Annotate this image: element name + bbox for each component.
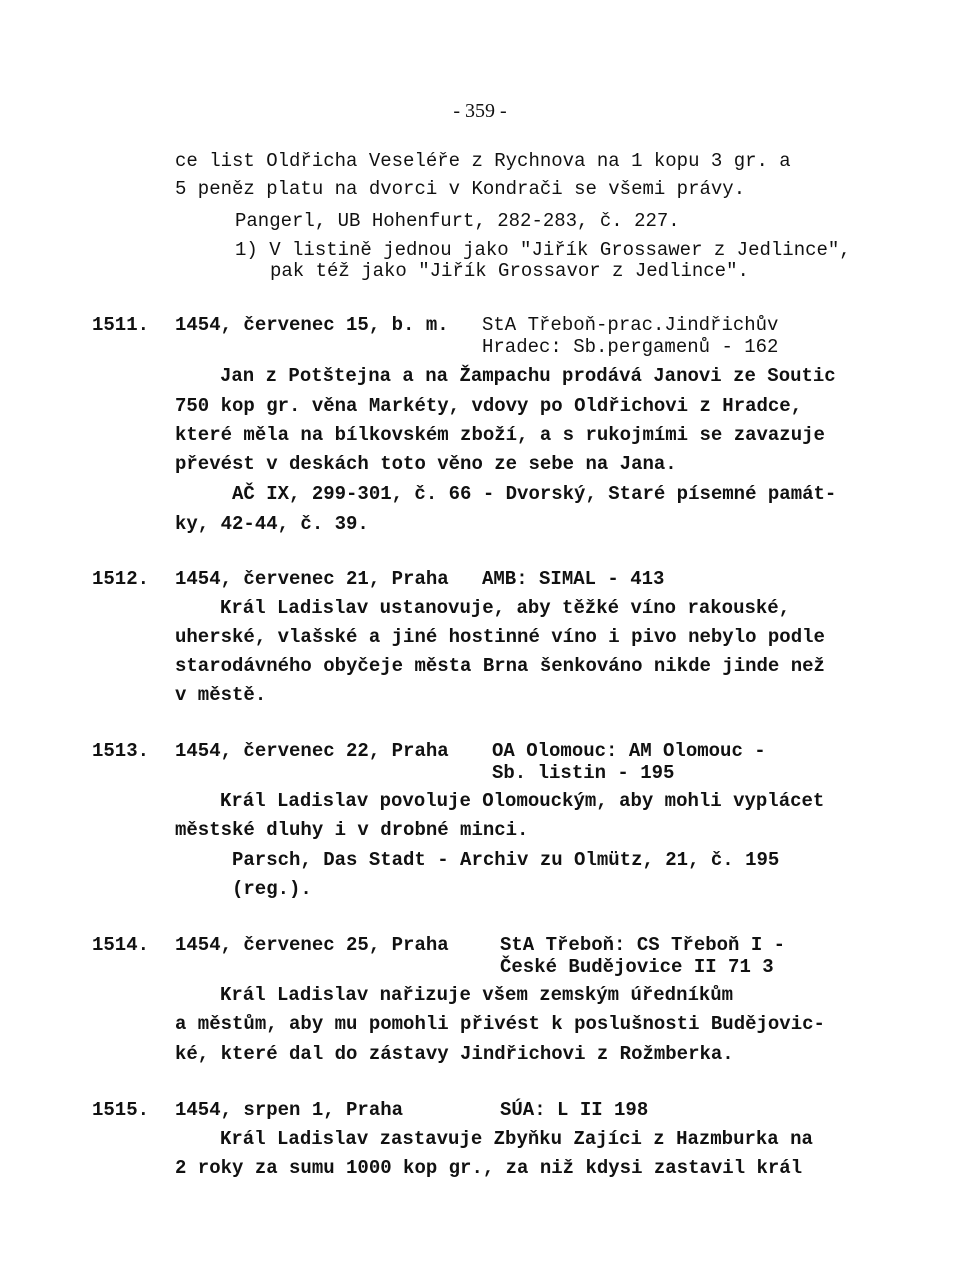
- archive-reference: StA Třeboň: CS Třeboň I -: [500, 934, 786, 956]
- archive-reference: AMB: SIMAL - 413: [482, 568, 665, 590]
- archive-reference: Hradec: Sb.pergamenů - 162: [482, 336, 779, 358]
- entry-text-line: 2 roky za sumu 1000 kop gr., za niž kdysi zastavil král: [175, 1157, 803, 1179]
- archive-reference: České Budějovice II 71 3: [500, 956, 774, 978]
- entry-text-line: ké, které dal do zástavy Jindřichovi z Rožmberka.: [175, 1043, 734, 1065]
- archive-reference: StA Třeboň-prac.Jindřichův: [482, 314, 779, 336]
- citation-line: ky, 42-44, č. 39.: [175, 513, 369, 535]
- entry-number: 1514.: [92, 934, 150, 956]
- entry-date: 1454, červenec 15, b. m.: [175, 314, 449, 336]
- archive-reference: SÚA: L II 198: [500, 1099, 649, 1121]
- entry-text-line: které měla na bílkovském zboží, a s rukojmími se zavazuje: [175, 424, 825, 446]
- entry-text-line: Král Ladislav povoluje Olomouckým, aby mohli vyplácet: [220, 790, 825, 812]
- citation-line: (reg.).: [232, 878, 312, 900]
- citation-line: Parsch, Das Stadt - Archiv zu Olmütz, 21, č. 195: [232, 849, 780, 871]
- entry-number: 1515.: [92, 1099, 150, 1121]
- entry-text-line: převést v deskách toto věno ze sebe na Jana.: [175, 453, 677, 475]
- footnote-line: 1) V listině jednou jako "Jiřík Grossawer z Jedlince",: [235, 239, 851, 261]
- archive-reference: OA Olomouc: AM Olomouc -: [492, 740, 766, 762]
- entry-number: 1512.: [92, 568, 150, 590]
- entry-number: 1511.: [92, 314, 150, 336]
- entry-text-line: 750 kop gr. věna Markéty, vdovy po Oldřichovi z Hradce,: [175, 395, 803, 417]
- entry-number: 1513.: [92, 740, 150, 762]
- entry-date: 1454, srpen 1, Praha: [175, 1099, 404, 1121]
- entry-text-line: starodávného obyčeje města Brna šenkováno nikde jinde než: [175, 655, 825, 677]
- text-line: ce list Oldřicha Veseléře z Rychnova na 1 kopu 3 gr. a: [175, 150, 791, 172]
- entry-text-line: Král Ladislav zastavuje Zbyňku Zajíci z Hazmburka na: [220, 1128, 813, 1150]
- text-line: 5 peněz platu na dvorci v Kondrači se všemi právy.: [175, 178, 746, 200]
- entry-text-line: městské dluhy i v drobné minci.: [175, 819, 529, 841]
- entry-text-line: Jan z Potštejna a na Žampachu prodává Janovi ze Soutic: [220, 365, 836, 387]
- entry-date: 1454, červenec 25, Praha: [175, 934, 449, 956]
- page-number: - 359 -: [453, 100, 507, 122]
- entry-date: 1454, červenec 21, Praha: [175, 568, 449, 590]
- entry-text-line: Král Ladislav ustanovuje, aby těžké víno rakouské,: [220, 597, 791, 619]
- entry-text-line: a městům, aby mu pomohli přivést k poslušnosti Budějovic-: [175, 1013, 825, 1035]
- citation-line: Pangerl, UB Hohenfurt, 282-283, č. 227.: [235, 210, 680, 232]
- entry-text-line: uherské, vlašské a jiné hostinné víno i pivo nebylo podle: [175, 626, 825, 648]
- archive-reference: Sb. listin - 195: [492, 762, 675, 784]
- entry-date: 1454, červenec 22, Praha: [175, 740, 449, 762]
- entry-text-line: Král Ladislav nařizuje všem zemským úředníkům: [220, 984, 734, 1006]
- citation-line: AČ IX, 299-301, č. 66 - Dvorský, Staré písemné památ-: [232, 483, 837, 505]
- footnote-line: pak též jako "Jiřík Grossavor z Jedlince".: [270, 260, 749, 282]
- entry-text-line: v městě.: [175, 684, 267, 706]
